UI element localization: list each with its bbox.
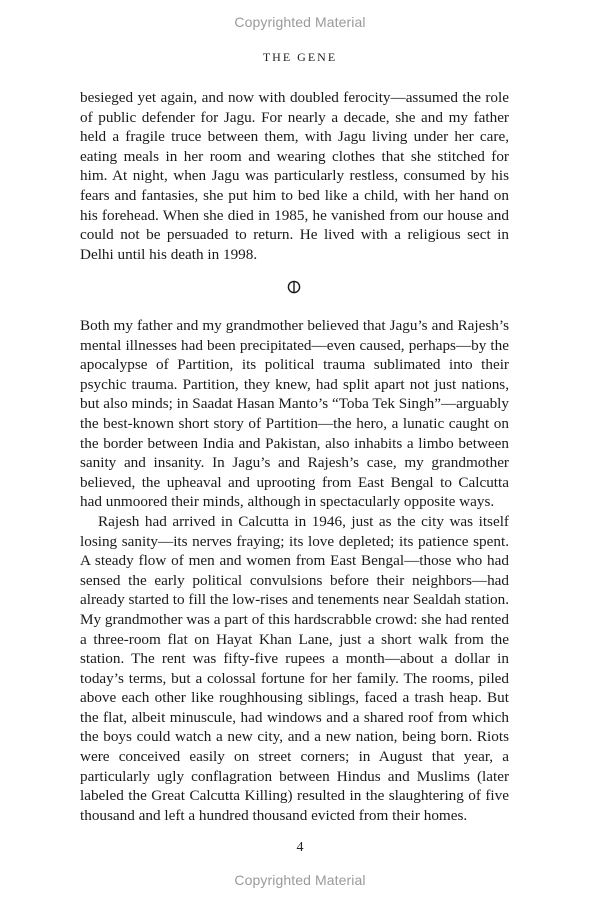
paragraph-continuation: besieged yet again, and now with doubled ferocity—assumed the role of public defender for Jagu. For nearly a decade, she and my father held a fragile truce between them, with Jagu living under her care, eating meals in her room and wearing clothes that she stitched for him. At night, when Jagu was particularly restless, consumed by his fears and fantasies, she put him to bed like a child, with her hand on his forehead. When she died in 1985, he vanished from our house and could not be persuaded to return. He lived with a religious sect in Delhi until his death in 1998. [80,89,509,263]
copyright-watermark-bottom: Copyrighted Material [234,872,366,888]
paragraph-partition: Both my father and my grandmother believed that Jagu’s and Rajesh’s mental illnesses had been precipitated—even caused, perhaps—by the apocalypse of Partition, its political trauma sublimated into their psychic trauma. Partition, they knew, had split apart not just nations, but also minds; in Saadat Hasan Manto’s “Toba Tek Singh”—arguably the best-known short story of Partition—the hero, a lunatic caught on the border between India and Pakistan, also inhabits a limbo between sanity and insanity. In Jagu’s and Rajesh’s case, my grandmother believed, the upheaval and uprooting from East Bengal to Calcutta had unmoored their minds, although in spectacularly opposite ways. [80,317,509,511]
paragraph-rajesh-calcutta: Rajesh had arrived in Calcutta in 1946, just as the city was itself losing sanity—its nerves fraying; its love depleted; its patience spent. A steady flow of men and women from East Bengal—those who had sensed the early political convulsions before their neighbors—had already started to fill the low-rises and tenements near Sealdah station. My grandmother was a part of this hardscrabble crowd: she had rented a three-room flat on Hayat Khan Lane, just a short walk from the station. The rent was fifty-five rupees a month—about a dollar in today’s terms, but a colossal fortune for her family. The rooms, piled above each other like roughhousing siblings, faced a trash heap. But the flat, albeit minuscule, had windows and a shared roof from which the boys could watch a new city, and a new nation, being born. Riots were conceived easily on street corners; in August that year, a particularly ugly conflagration between Hindus and Muslims (later labeled the Great Calcutta Killing) resulted in the slaughtering of five thousand and left a hundred thousand evicted from their homes. [80,512,509,824]
text-block-section-2 [80,316,509,825]
section-break-ornament-icon [287,280,301,294]
copyright-watermark-top: Copyrighted Material [234,14,366,30]
text-block-section-1 [80,88,509,264]
page-number: 4 [296,840,304,855]
running-head: THE GENE [262,50,338,64]
